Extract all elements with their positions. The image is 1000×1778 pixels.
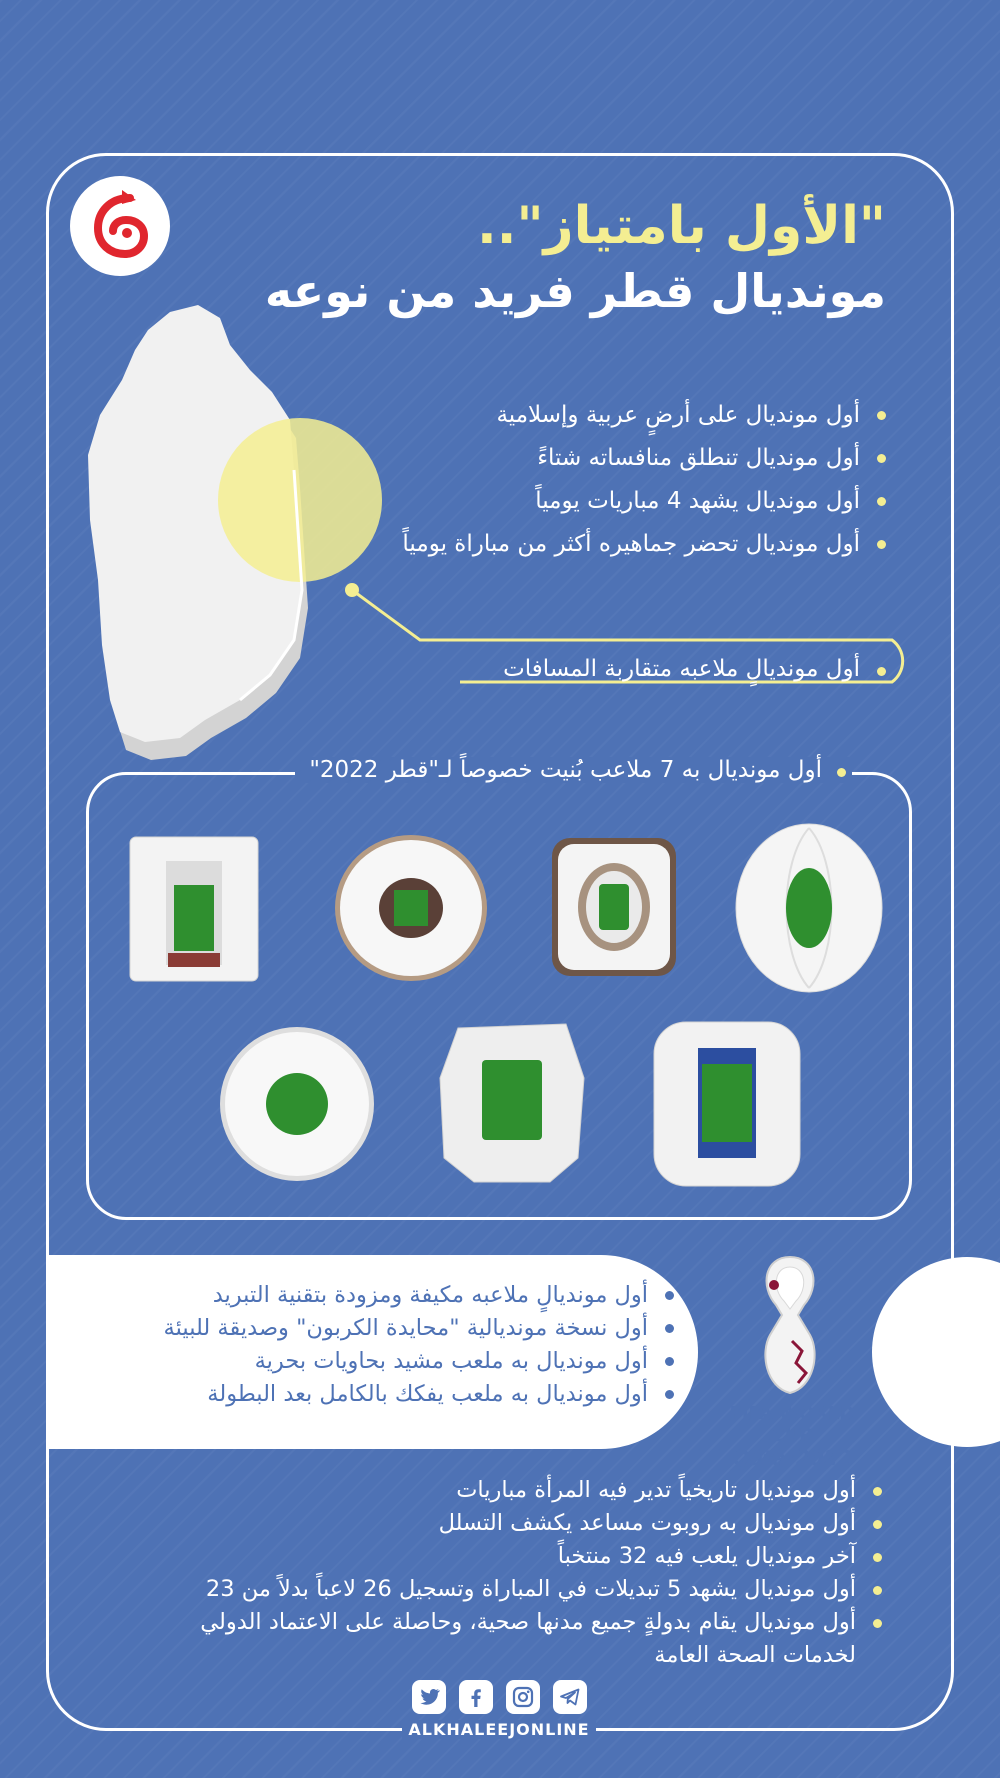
page-title: "الأول بامتياز".. bbox=[477, 196, 886, 256]
list-item: آخر مونديال يلعب فيه 32 منتخباً bbox=[200, 1540, 886, 1573]
social-links bbox=[412, 1680, 587, 1714]
facebook-icon[interactable] bbox=[459, 1680, 493, 1714]
alkhaleej-logo-icon bbox=[70, 176, 170, 276]
list-item: أول مونديال على أرضٍ عربية وإسلامية bbox=[402, 400, 890, 443]
ras-abu-aboud-stadium-icon bbox=[734, 822, 884, 994]
world-cup-emblem-icon bbox=[752, 1255, 828, 1395]
list-item: أول مونديالٍ ملاعبه مكيفة ومزودة بتقنية التبريد bbox=[164, 1280, 678, 1313]
list-item: أول مونديال تنطلق منافساته شتاءً bbox=[402, 443, 890, 486]
firsts-top-list bbox=[402, 400, 890, 572]
list-item: أول مونديال يشهد 5 تبديلات في المباراة وتسجيل 26 لاعباً بدلاً من 23 bbox=[200, 1573, 886, 1606]
firsts-bottom-list bbox=[200, 1474, 886, 1672]
list-item-line: أول مونديال يقام بدولةٍ جميع مدنها صحية، وحاصلة على الاعتماد الدولي bbox=[200, 1609, 856, 1635]
stadiums-title: أول مونديال به 7 ملاعب بُنيت خصوصاً لـ"قطر 2022" bbox=[295, 757, 852, 783]
al-bayt-stadium-icon bbox=[128, 835, 260, 983]
list-item: أول مونديال يشهد 4 مباريات يومياً bbox=[402, 486, 890, 529]
lusail-stadium-icon bbox=[652, 1018, 802, 1190]
page-subtitle: مونديال قطر فريد من نوعه bbox=[264, 264, 886, 318]
list-item: أول نسخة مونديالية "محايدة الكربون" وصديقة للبيئة bbox=[164, 1313, 678, 1346]
al-thumama-stadium-icon bbox=[438, 1018, 586, 1186]
al-janoub-stadium-icon bbox=[550, 836, 678, 978]
instagram-icon[interactable] bbox=[506, 1680, 540, 1714]
khalifa-stadium-icon bbox=[332, 832, 490, 984]
list-item: أول مونديال به روبوت مساعد يكشف التسلل bbox=[200, 1507, 886, 1540]
twitter-icon[interactable] bbox=[412, 1680, 446, 1714]
list-item bbox=[200, 1606, 886, 1672]
telegram-icon[interactable] bbox=[553, 1680, 587, 1714]
distances-callout: أول مونديالٍ ملاعبه متقاربة المسافات bbox=[503, 656, 890, 682]
list-item: أول مونديال تاريخياً تدير فيه المرأة مباريات bbox=[200, 1474, 886, 1507]
list-item: أول مونديال به ملعب مشيد بحاويات بحرية bbox=[164, 1346, 678, 1379]
list-item: أول مونديال تحضر جماهيره أكثر من مباراة يومياً bbox=[402, 529, 890, 572]
world-cup-wordmark bbox=[712, 1403, 872, 1469]
education-city-stadium-icon bbox=[218, 1025, 376, 1183]
world-cup-line1: FIFA WORLD CUP bbox=[729, 1403, 855, 1446]
list-item-line: لخدمات الصحة العامة bbox=[654, 1642, 856, 1668]
alkhaleej-logo bbox=[70, 176, 170, 276]
qatar-map-icon bbox=[80, 300, 390, 760]
firsts-middle-list bbox=[164, 1280, 678, 1412]
world-cup-line2: Qatar2022 bbox=[732, 1446, 852, 1470]
brand-wordmark: ALKHALEEJONLINE bbox=[402, 1720, 596, 1739]
list-item: أول مونديال به ملعب يفكك بالكامل بعد البطولة bbox=[164, 1379, 678, 1412]
